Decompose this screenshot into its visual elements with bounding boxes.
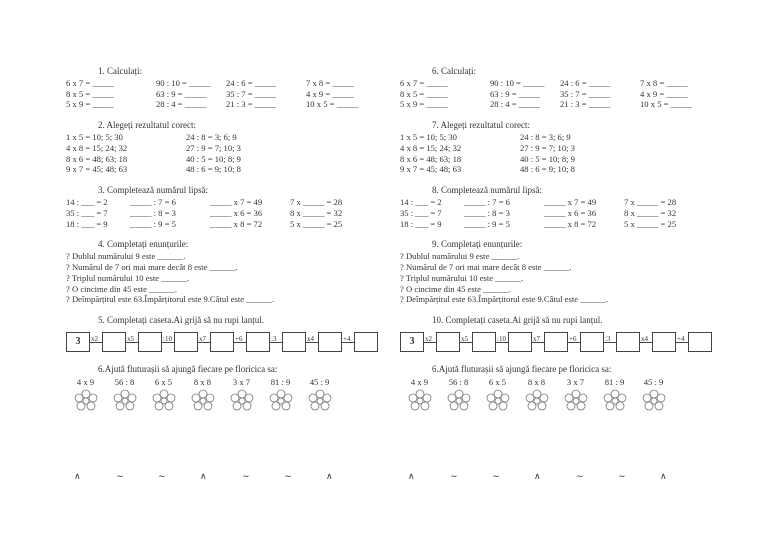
calc-cell: 8 x 5 = _____ — [400, 88, 448, 99]
butterfly-icon: ∧ — [660, 471, 667, 481]
choice-title: 7. Alegeți rezultatul corect: — [432, 120, 530, 131]
calc-cell: 7 x 8 = _____ — [306, 77, 354, 88]
butterfly-icon: ∧ — [408, 471, 415, 481]
flower-item — [400, 377, 439, 411]
flower-label: 56 : 8 — [448, 376, 469, 387]
missing-cell: _____ x 7 = 49 — [544, 196, 597, 207]
butterfly-icon: ∼ — [576, 471, 584, 481]
flowers-section — [400, 364, 740, 411]
flower-icon — [266, 389, 296, 411]
calc-cell: 35 : 7 = _____ — [226, 88, 277, 99]
choice-cell: 48 : 6 = 9; 10; 8 — [186, 164, 241, 175]
chain-operation: x5 — [461, 334, 468, 343]
flower-item — [300, 377, 339, 411]
chain-title: 5. Completați caseta.Ai grijă să nu rupi lanțul. — [98, 315, 264, 326]
chain-arrow — [306, 332, 318, 352]
statements-title: 4. Completați enunțurile: — [98, 239, 189, 250]
flowers-title: 6.Ajută fluturașii să ajungă fiecare pe floricica sa: — [98, 363, 278, 374]
statement-line: ? Deîmpărțitul este 63.Împărțitorul este 9.Câtul este ______. — [400, 294, 609, 305]
calc-row — [66, 89, 406, 100]
calc-cell: 8 x 5 = _____ — [66, 88, 114, 99]
flower-icon — [522, 389, 552, 411]
choice-cell: 9 x 7 = 45; 48; 63 — [66, 164, 128, 175]
chain-answer-box[interactable] — [210, 332, 234, 352]
choice-row — [400, 143, 740, 154]
flower-icon — [600, 389, 630, 411]
calc-cell: 7 x 8 = _____ — [640, 77, 688, 88]
calc-cell: 90 : 10 = _____ — [490, 77, 545, 88]
butterfly-icon: ∼ — [116, 471, 124, 481]
chain-arrow — [342, 332, 354, 352]
chain-row — [66, 330, 406, 354]
flowers-title: 6.Ajută fluturașii să ajungă fiecare pe floricica sa: — [432, 363, 612, 374]
choice-cell: 8 x 6 = 48; 63; 18 — [66, 153, 128, 164]
flower-label: 4 x 9 — [410, 376, 429, 387]
flower-item — [634, 377, 673, 411]
chain-answer-box[interactable] — [508, 332, 532, 352]
calc-cell: 24 : 6 = _____ — [560, 77, 611, 88]
chain-operation: x7 — [199, 334, 206, 343]
choice-row — [400, 164, 740, 175]
choice-cell: 48 : 6 = 9; 10; 8 — [520, 164, 575, 175]
choice-row — [66, 154, 406, 165]
calc-cell: 63 : 9 = _____ — [490, 88, 541, 99]
chain-arrow — [126, 332, 138, 352]
chain-operation: x2 — [425, 334, 432, 343]
choice-row — [400, 132, 740, 143]
missing-cell: 8 x _____ = 32 — [624, 207, 677, 218]
calc-title: 1. Calculați: — [98, 66, 142, 76]
chain-arrow — [460, 332, 472, 352]
butterfly-icon: ∼ — [284, 471, 292, 481]
calc-row — [400, 89, 740, 100]
chain-operation: x4 — [307, 334, 314, 343]
calc-cell: 5 x 9 = _____ — [400, 99, 448, 110]
chain-operation: x2 — [91, 334, 98, 343]
butterfly-icon: ∼ — [158, 471, 166, 481]
flower-item — [595, 377, 634, 411]
flower-item — [144, 377, 183, 411]
calc-title: 6. Calculați: — [432, 66, 476, 76]
flower-item — [222, 377, 261, 411]
missing-cell: _____ : 9 = 5 — [130, 218, 176, 229]
statement-line: ? O cincime din 45 este ______. — [400, 283, 511, 294]
chain-arrow — [424, 332, 436, 352]
chain-operation: x7 — [533, 334, 540, 343]
missing-cell: 5 x _____ = 25 — [624, 218, 677, 229]
calc-cell: 63 : 9 = _____ — [156, 88, 207, 99]
calc-cell: 24 : 6 = _____ — [226, 77, 277, 88]
flower-icon — [405, 389, 435, 411]
missing-row — [66, 197, 406, 208]
chain-answer-box[interactable] — [138, 332, 162, 352]
chain-arrow — [640, 332, 652, 352]
worksheet-right — [400, 66, 740, 480]
flower-icon — [188, 389, 218, 411]
calc-cell: 21 : 3 = _____ — [560, 99, 611, 110]
choice-cell: 40 : 5 = 10; 8; 9 — [186, 153, 241, 164]
flower-item — [439, 377, 478, 411]
butterfly-icon: ∼ — [242, 471, 250, 481]
butterfly-icon: ∧ — [200, 471, 207, 481]
flower-icon — [227, 389, 257, 411]
flower-item — [261, 377, 300, 411]
chain-arrow — [162, 332, 174, 352]
butterfly-icon: ∼ — [450, 471, 458, 481]
missing-cell: _____ x 8 = 72 — [544, 218, 597, 229]
missing-row — [66, 208, 406, 219]
missing-cell: _____ : 7 = 6 — [464, 196, 510, 207]
flower-item — [105, 377, 144, 411]
flower-item — [66, 377, 105, 411]
statements-section — [400, 239, 740, 305]
missing-cell: _____ x 8 = 72 — [210, 218, 263, 229]
calc-cell: 10 x 5 = _____ — [640, 99, 693, 110]
calc-row — [66, 99, 406, 110]
missing-cell: 14 : ___ = 2 — [66, 196, 108, 207]
calc-section — [400, 66, 740, 110]
chain-answer-box[interactable] — [472, 332, 496, 352]
missing-cell: _____ : 8 = 3 — [464, 207, 510, 218]
missing-title: 8. Completează numărul lipsă: — [432, 185, 542, 196]
chain-arrow — [532, 332, 544, 352]
flower-item — [517, 377, 556, 411]
chain-arrow — [496, 332, 508, 352]
chain-answer-box[interactable] — [318, 332, 342, 352]
calc-cell: 4 x 9 = _____ — [306, 88, 354, 99]
choice-cell: 1 x 5 = 10; 5; 30 — [400, 131, 457, 142]
flower-icon — [444, 389, 474, 411]
choice-cell: 9 x 7 = 45; 48; 63 — [400, 164, 462, 175]
flower-label: 56 : 8 — [114, 376, 135, 387]
flower-label: 81 : 9 — [270, 376, 291, 387]
flower-icon — [149, 389, 179, 411]
chain-start-box: 3 — [400, 332, 424, 352]
butterfly-icon: ∼ — [618, 471, 626, 481]
butterfly-icon: ∧ — [326, 471, 333, 481]
statement-line: ? Triplul numărului 10 este ______. — [66, 272, 190, 283]
statement-line: ? Triplul numărului 10 este ______. — [400, 272, 524, 283]
statement-line: ? Numărul de 7 ori mai mare decât 8 este ______. — [66, 261, 238, 272]
flower-label: 4 x 9 — [76, 376, 95, 387]
missing-cell: _____ : 9 = 5 — [464, 218, 510, 229]
flower-label: 45 : 9 — [643, 376, 664, 387]
choice-cell: 8 x 6 = 48; 63; 18 — [400, 153, 462, 164]
flower-icon — [561, 389, 591, 411]
flowers-section — [66, 364, 406, 411]
calc-cell: 5 x 9 = _____ — [66, 99, 114, 110]
statements-title: 9. Completați enunțurile: — [432, 239, 523, 250]
flower-label: 8 x 8 — [527, 376, 546, 387]
missing-row — [400, 197, 740, 208]
statements-section — [66, 239, 406, 305]
calc-cell: 28 : 4 = _____ — [490, 99, 541, 110]
calc-cell: 6 x 7 = _____ — [66, 77, 114, 88]
chain-arrow — [198, 332, 210, 352]
chain-operation: :3 — [271, 334, 277, 343]
missing-cell: _____ : 7 = 6 — [130, 196, 176, 207]
choice-cell: 1 x 5 = 10; 5; 30 — [66, 131, 123, 142]
flower-label: 8 x 8 — [193, 376, 212, 387]
chain-row — [400, 330, 740, 354]
calc-cell: 6 x 7 = _____ — [400, 77, 448, 88]
chain-operation: :3 — [605, 334, 611, 343]
choice-section — [400, 120, 740, 175]
butterfly-icon: ∼ — [492, 471, 500, 481]
missing-row — [400, 219, 740, 230]
chain-operation: +4 — [677, 334, 685, 343]
choice-cell: 27 : 9 = 7; 10; 3 — [520, 142, 575, 153]
missing-cell: 35 : ___ = 7 — [66, 207, 108, 218]
statement-line: ? Dublul numărului 9 este ______. — [400, 251, 520, 262]
flower-item — [556, 377, 595, 411]
chain-section — [400, 315, 740, 354]
calc-cell: 90 : 10 = _____ — [156, 77, 211, 88]
missing-cell: 18 : ___ = 9 — [66, 218, 108, 229]
missing-title: 3. Completează numărul lipsă: — [98, 185, 208, 196]
missing-cell: 8 x _____ = 32 — [290, 207, 343, 218]
calc-section — [66, 66, 406, 110]
chain-answer-box[interactable] — [436, 332, 460, 352]
missing-cell: 18 : ___ = 9 — [400, 218, 442, 229]
choice-row — [66, 164, 406, 175]
choice-cell: 27 : 9 = 7; 10; 3 — [186, 142, 241, 153]
missing-cell: 5 x _____ = 25 — [290, 218, 343, 229]
choice-row — [66, 132, 406, 143]
chain-answer-box[interactable] — [616, 332, 640, 352]
choice-row — [400, 154, 740, 165]
chain-arrow — [676, 332, 688, 352]
chain-answer-box[interactable] — [246, 332, 270, 352]
chain-arrow — [90, 332, 102, 352]
chain-section — [66, 315, 406, 354]
butterflies-partial — [66, 471, 396, 481]
calc-cell: 21 : 3 = _____ — [226, 99, 277, 110]
chain-answer-box[interactable] — [174, 332, 198, 352]
flower-icon — [483, 389, 513, 411]
chain-start-box: 3 — [66, 332, 90, 352]
chain-operation: x4 — [641, 334, 648, 343]
flower-item — [478, 377, 517, 411]
missing-section — [400, 185, 740, 229]
flower-icon — [71, 389, 101, 411]
missing-cell: 35 : ___ = 7 — [400, 207, 442, 218]
chain-arrow — [568, 332, 580, 352]
chain-operation: +6 — [569, 334, 577, 343]
missing-row — [400, 208, 740, 219]
missing-cell: 14 : ___ = 2 — [400, 196, 442, 207]
chain-answer-box[interactable] — [354, 332, 378, 352]
missing-cell: 7 x _____ = 28 — [290, 196, 343, 207]
chain-operation: +4 — [343, 334, 351, 343]
missing-cell: _____ x 7 = 49 — [210, 196, 263, 207]
calc-cell: 35 : 7 = _____ — [560, 88, 611, 99]
flower-label: 45 : 9 — [309, 376, 330, 387]
choice-cell: 4 x 8 = 15; 24; 32 — [400, 142, 462, 153]
calc-row — [400, 99, 740, 110]
missing-cell: _____ x 6 = 36 — [210, 207, 263, 218]
flower-icon — [305, 389, 335, 411]
choice-section — [66, 120, 406, 175]
choice-title: 2. Alegeți rezultatul corect: — [98, 120, 196, 131]
chain-answer-box[interactable] — [688, 332, 712, 352]
chain-operation: +6 — [235, 334, 243, 343]
chain-arrow — [270, 332, 282, 352]
butterflies-partial — [400, 471, 730, 481]
chain-operation: :10 — [163, 334, 172, 343]
butterfly-icon: ∧ — [534, 471, 541, 481]
chain-answer-box[interactable] — [580, 332, 604, 352]
chain-answer-box[interactable] — [652, 332, 676, 352]
chain-answer-box[interactable] — [544, 332, 568, 352]
calc-cell: 4 x 9 = _____ — [640, 88, 688, 99]
calc-cell: 28 : 4 = _____ — [156, 99, 207, 110]
flowers-row — [400, 377, 740, 411]
chain-answer-box[interactable] — [282, 332, 306, 352]
flower-label: 6 x 5 — [488, 376, 507, 387]
chain-title: 10. Completați caseta.Ai grijă să nu rupi lanțul. — [432, 315, 603, 326]
flower-icon — [110, 389, 140, 411]
flower-label: 81 : 9 — [604, 376, 625, 387]
choice-cell: 40 : 5 = 10; 8; 9 — [520, 153, 575, 164]
statement-line: ? Deîmpărțitul este 63.Împărțitorul este 9.Câtul este ______. — [66, 294, 275, 305]
butterfly-icon: ∧ — [74, 471, 81, 481]
calc-cell: 10 x 5 = _____ — [306, 99, 359, 110]
missing-section — [66, 185, 406, 229]
missing-cell: _____ : 8 = 3 — [130, 207, 176, 218]
worksheet-left — [66, 66, 406, 480]
flower-item — [183, 377, 222, 411]
chain-answer-box[interactable] — [102, 332, 126, 352]
flower-label: 3 x 7 — [232, 376, 251, 387]
missing-cell: 7 x _____ = 28 — [624, 196, 677, 207]
choice-cell: 24 : 8 = 3; 6; 9 — [520, 131, 571, 142]
choice-cell: 24 : 8 = 3; 6; 9 — [186, 131, 237, 142]
chain-arrow — [234, 332, 246, 352]
choice-row — [66, 143, 406, 154]
flower-label: 3 x 7 — [566, 376, 585, 387]
chain-operation: x5 — [127, 334, 134, 343]
statement-line: ? Dublul numărului 9 este ______. — [66, 251, 186, 262]
missing-cell: _____ x 6 = 36 — [544, 207, 597, 218]
statement-line: ? Numărul de 7 ori mai mare decât 8 este ______. — [400, 261, 572, 272]
flower-label: 6 x 5 — [154, 376, 173, 387]
flower-icon — [639, 389, 669, 411]
flowers-row — [66, 377, 406, 411]
chain-arrow — [604, 332, 616, 352]
missing-row — [66, 219, 406, 230]
calc-row — [66, 78, 406, 89]
calc-row — [400, 78, 740, 89]
chain-operation: :10 — [497, 334, 506, 343]
choice-cell: 4 x 8 = 15; 24; 32 — [66, 142, 128, 153]
statement-line: ? O cincime din 45 este ______. — [66, 283, 177, 294]
